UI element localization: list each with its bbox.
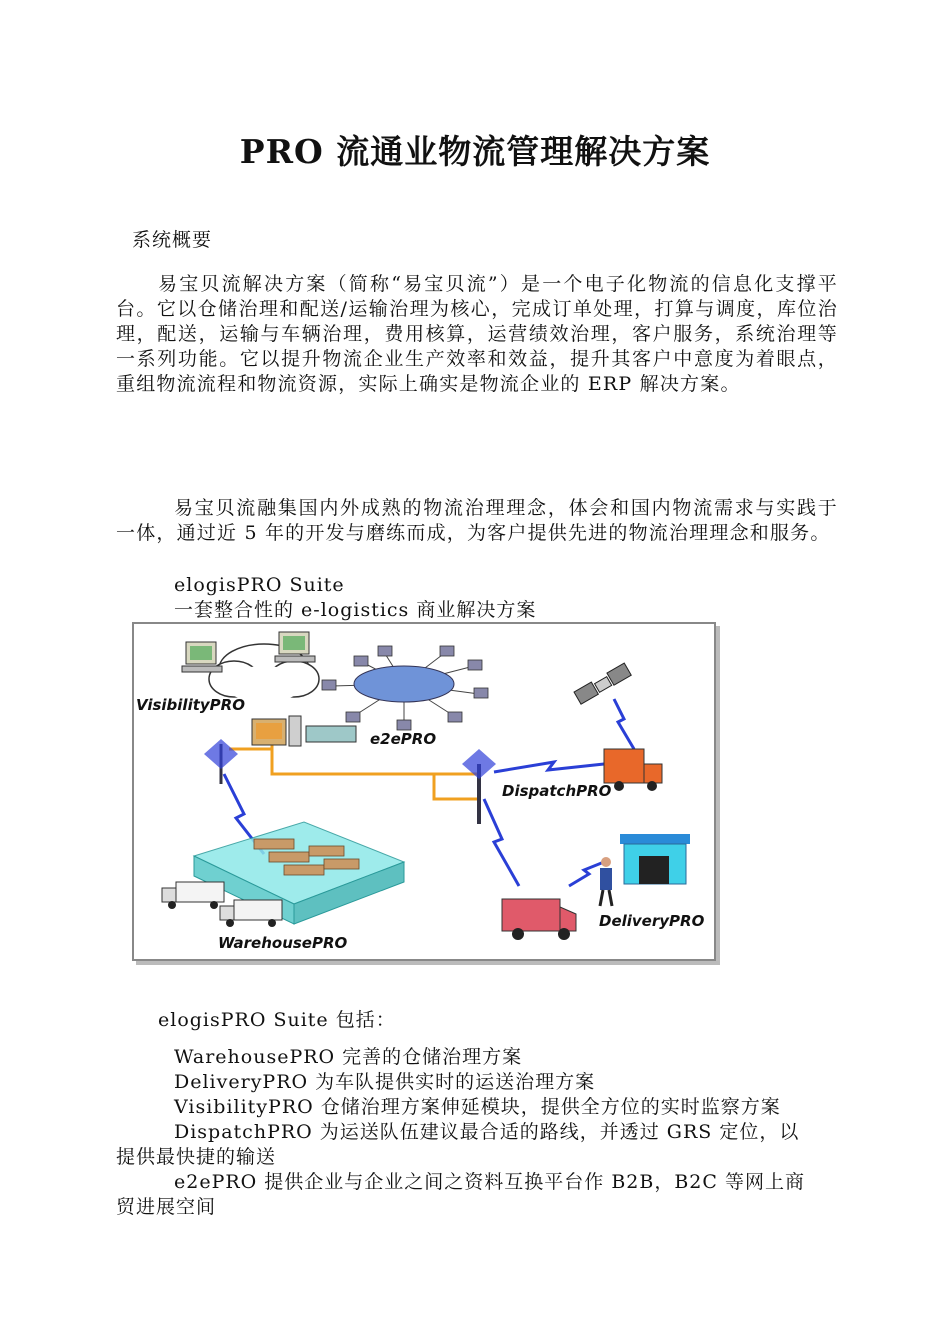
module-item: DeliveryPRO 为车队提供实时的运送治理方案	[174, 1071, 596, 1093]
visibilitypro-label: VisibilityPRO	[136, 696, 245, 714]
server-icon	[252, 716, 356, 746]
warehousepro-label: WarehousePRO	[218, 934, 348, 952]
module-item: WarehousePRO 完善的仓储治理方案	[174, 1046, 523, 1068]
suite-includes-label: elogisPRO Suite 包括：	[158, 1009, 396, 1031]
network-wiring	[229, 739, 479, 809]
store-icon	[620, 834, 690, 884]
hub-ellipse	[354, 666, 454, 702]
e2epro-label: e2ePRO	[370, 730, 437, 748]
e2e-hub-icon	[322, 646, 488, 730]
deliverypro-label: DeliveryPRO	[599, 912, 705, 930]
truck-icon	[162, 882, 224, 909]
module-item-continuation: 贸进展空间	[116, 1196, 217, 1218]
module-item: VisibilityPRO 仓储治理方案伸延模块，提供全方位的实时监察方案	[174, 1096, 781, 1118]
suite-name: elogisPRO Suite	[174, 574, 345, 596]
logistics-diagram-svg	[134, 624, 714, 959]
module-item: e2ePRO 提供企业与企业之间之资料互换平台作 B2B，B2C 等网上商	[174, 1171, 805, 1193]
suite-tagline: 一套整合性的 e-logistics 商业解决方案	[174, 599, 537, 621]
satellite-icon	[574, 663, 631, 704]
document-title: PRO 流通业物流管理解决方案	[239, 132, 711, 171]
section-heading: 系统概要	[132, 229, 213, 251]
overview-paragraph: 易宝贝流解决方案（简称“易宝贝流”）是一个电子化物流的信息化支撑平台。它以仓储治理和配送/运输治理为核心，完成订单处理，打算与调度，库位治理，配送，运输与车辆治理，费用核算，运营绩效治理，客户服务，系统治理等一系列功能。它以提升物流企业生产效率和效益，提升其客户中意度为着眼点，重组物流流程和物流资源，实际上确实是物流企业的 ERP 解决方案。	[116, 273, 838, 395]
logistics-diagram	[132, 622, 716, 961]
philosophy-paragraph: 易宝贝流融集国内外成熟的物流治理理念，体会和国内物流需求与实践于一体，通过近 5 年的开发与磨练而成，为客户提供先进的物流治理理念和服务。	[116, 497, 838, 544]
delivery-van-icon	[502, 899, 576, 940]
dispatchpro-label: DispatchPRO	[502, 782, 612, 800]
module-item: DispatchPRO 为运送队伍建议最合适的路线，并透过 GRS 定位，以	[174, 1121, 800, 1143]
computer-icon	[182, 642, 222, 672]
computer-icon	[275, 632, 315, 662]
module-item-continuation: 提供最快捷的输送	[116, 1146, 277, 1168]
truck-icon	[220, 900, 282, 927]
antenna-icon	[204, 739, 238, 784]
dispatch-truck-icon	[604, 749, 662, 791]
person-icon	[600, 857, 612, 906]
network-line	[434, 774, 479, 809]
